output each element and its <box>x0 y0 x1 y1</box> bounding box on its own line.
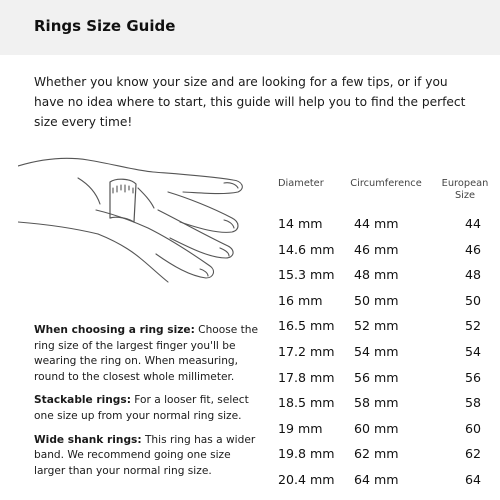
table-row <box>278 446 500 472</box>
header-european-line1: European <box>441 178 489 189</box>
diameter-cell: 15.3 mm <box>278 267 335 283</box>
table-row <box>278 216 500 242</box>
circumference-cell: 44 mm <box>354 216 399 231</box>
diameter-cell: 18.5 mm <box>278 395 335 411</box>
diameter-cell: 16.5 mm <box>278 318 335 334</box>
table-row <box>278 242 500 268</box>
diameter-cell: 14.6 mm <box>278 241 335 257</box>
european-size-cell: 62 <box>464 446 481 462</box>
header-diameter: Diameter <box>278 178 324 189</box>
circumference-cell: 64 mm <box>354 471 399 487</box>
page-header <box>0 0 500 55</box>
european-size-cell: 48 <box>464 267 481 283</box>
header-european-line2: Size <box>454 190 476 201</box>
hand-with-measuring-ring-icon <box>18 148 253 288</box>
note-label: Stackable rings: <box>34 394 131 407</box>
table-row <box>278 267 500 293</box>
circumference-cell: 58 mm <box>354 395 399 411</box>
sizing-notes <box>34 323 259 487</box>
table-row <box>278 293 500 319</box>
european-size-cell: 56 <box>464 369 481 385</box>
diameter-cell: 19.8 mm <box>278 446 335 462</box>
diameter-cell: 14 mm <box>278 216 323 231</box>
diameter-cell: 17.2 mm <box>278 343 335 359</box>
european-size-cell: 52 <box>464 318 481 334</box>
european-size-cell: 54 <box>464 343 481 359</box>
european-size-cell: 46 <box>464 241 481 257</box>
table-row <box>278 421 500 447</box>
page-title: Rings Size Guide <box>34 17 176 35</box>
circumference-cell: 46 mm <box>354 241 399 257</box>
circumference-cell: 60 mm <box>354 420 399 436</box>
note-wide-shank-rings <box>34 433 259 480</box>
note-text: Choose the ring size of the largest finger you'll be wearing the ring on. When measuring, round to the closest whole millimeter. <box>34 324 259 383</box>
european-size-cell: 64 <box>464 471 481 487</box>
table-row <box>278 370 500 396</box>
note-label: Wide shank rings: <box>34 433 142 446</box>
header-circumference: Circumference <box>350 178 422 189</box>
european-size-cell: 44 <box>464 216 481 231</box>
note-stackable-rings <box>34 393 259 424</box>
circumference-cell: 56 mm <box>354 369 399 385</box>
european-size-cell: 50 <box>464 292 481 308</box>
intro-text: Whether you know your size and are looking for a few tips, or if you have no idea where to start, this guide will help you to find the perfect size every time! <box>34 75 466 129</box>
circumference-cell: 50 mm <box>354 292 399 308</box>
circumference-cell: 54 mm <box>354 343 399 359</box>
note-choosing-size <box>34 323 259 385</box>
european-size-cell: 58 <box>464 395 481 411</box>
note-label: When choosing a ring size: <box>34 324 195 336</box>
size-table <box>278 178 500 500</box>
table-row <box>278 395 500 421</box>
note-text: This ring has a wider band. We recommend going one size larger than your normal ring size. <box>34 433 256 477</box>
table-row <box>278 472 500 498</box>
table-row <box>278 344 500 370</box>
circumference-cell: 62 mm <box>354 446 399 462</box>
header-european-size <box>436 178 494 202</box>
circumference-cell: 48 mm <box>354 267 399 283</box>
diameter-cell: 19 mm <box>278 420 323 436</box>
table-row <box>278 318 500 344</box>
circumference-cell: 52 mm <box>354 318 399 334</box>
note-text: For a looser fit, select one size up from your normal ring size. <box>34 394 249 422</box>
european-size-cell: 60 <box>464 420 481 436</box>
diameter-cell: 20.4 mm <box>278 471 335 487</box>
diameter-cell: 17.8 mm <box>278 369 335 385</box>
diameter-cell: 16 mm <box>278 292 323 308</box>
size-table-rows <box>278 216 500 498</box>
